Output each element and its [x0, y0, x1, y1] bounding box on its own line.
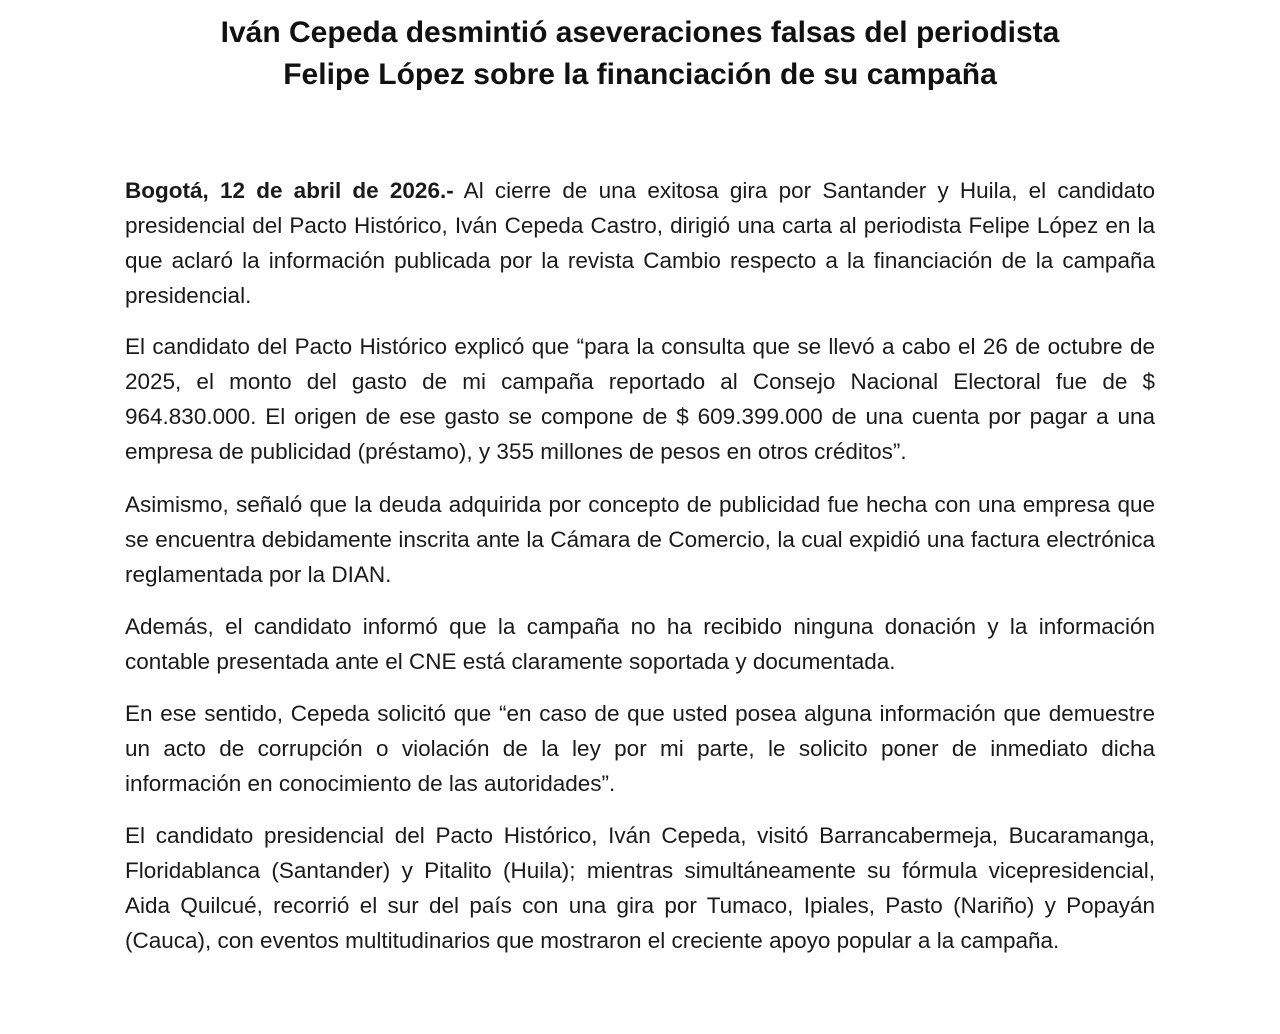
paragraph-debt: Asimismo, señaló que la deuda adquirida por concepto de publicidad fue hecha con una empresa que se encuentra debidamente inscrita ante la Cámara de Comercio, la cual expidió una factura electrónica reglamentada por la DIAN. [125, 492, 1155, 587]
paragraph-intro-text: Al cierre de una exitosa gira por Santander y Huila, el candidato presidencial del Pacto Histórico, Iván Cepeda Castro, dirigió una carta al periodista Felipe López en la que aclaró la información publicada por la revista Cambio respecto a la financiación de la campaña presidencial. [125, 178, 1155, 308]
paragraph-spending: El candidato del Pacto Histórico explicó que “para la consulta que se llevó a cabo el 26 de octubre de 2025, el monto del gasto de mi campaña reportado al Consejo Nacional Electoral fue de $ 964.830.000. El origen de ese gasto se compone de $ 609.399.000 de una cuenta por pagar a una empresa de publicidad (préstamo), y 355 millones de pesos en otros créditos”. [125, 334, 1155, 464]
page-title [120, 12, 1160, 96]
dateline: Bogotá, 12 de abril de 2026.- [125, 178, 454, 203]
title-line-1: Iván Cepeda desmintió aseveraciones falsas del periodista [220, 16, 1060, 49]
paragraph-tour: El candidato presidencial del Pacto Histórico, Iván Cepeda, visitó Barrancabermeja, Bucaramanga, Floridablanca (Santander) y Pitalito (Huila); mientras simultáneamente su fórmula vicepresidencial, Aida Quilcué, recorrió el sur del país con una gira por Tumaco, Ipiales, Pasto (Nariño) y Popayán (Cauca), con eventos multitudinarios que mostraron el creciente apoyo popular a la campaña. [125, 823, 1155, 953]
article-body [125, 173, 1155, 974]
paragraph-intro [125, 173, 1155, 313]
paragraph-donations: Además, el candidato informó que la campaña no ha recibido ninguna donación y la información contable presentada ante el CNE está claramente soportada y documentada. [125, 614, 1155, 674]
paragraph-request: En ese sentido, Cepeda solicitó que “en caso de que usted posea alguna información que demuestre un acto de corrupción o violación de la ley por mi parte, le solicito poner de inmediato dicha información en conocimiento de las autoridades”. [125, 701, 1155, 796]
title-line-2: Felipe López sobre la financiación de su campaña [283, 58, 997, 91]
